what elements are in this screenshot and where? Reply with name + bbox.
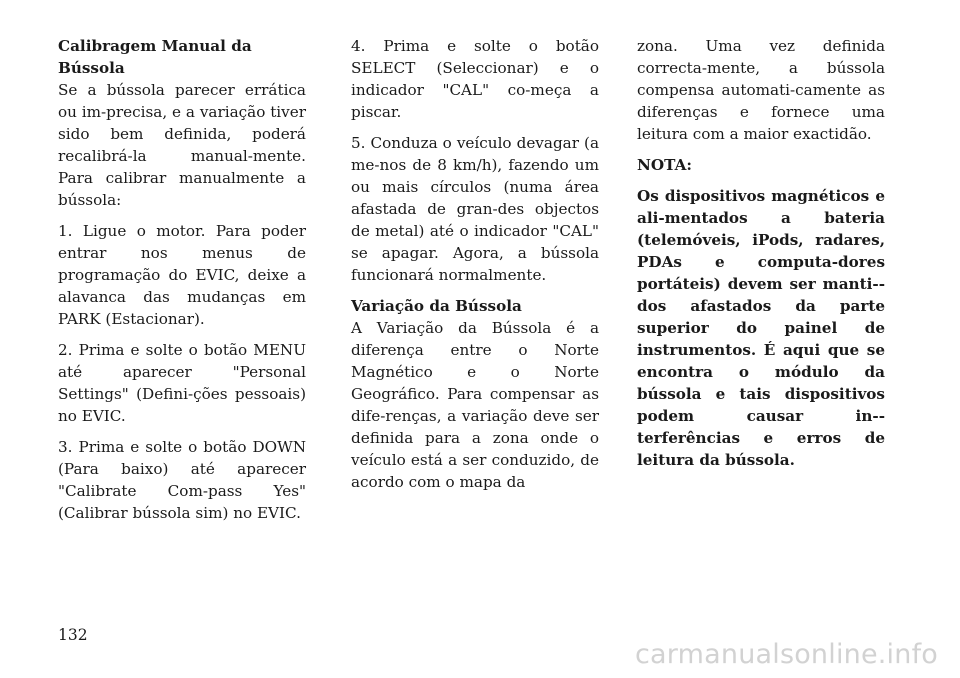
section-heading-compass-variation: Variação da Bússola [351,297,522,315]
column-middle [351,35,599,502]
note-text: Os dispositivos magnéticos e ali-mentados a bateria (telemóveis, iPods, radares, PDAs e computa-dores portáteis) devem ser manti-dos afastados da parte superior do painel de instrumentos. É aqui que se encontra o módulo da bússola e tais dispositivos podem causar in-terferências e erros de leitura da bússola. [637,187,885,469]
step-4: 4. Prima e solte o botão SELECT (Seleccionar) e o indicador "CAL" co-meça a piscar. [351,37,599,121]
step-5: 5. Conduza o veículo devagar (a me-nos de 8 km/h), fazendo um ou mais círculos (numa área afastada de gran-des objectos de metal) até o indicador "CAL" se apagar. Agora, a bússola funcionará normalmente. [351,134,599,284]
step-1: 1. Ligue o motor. Para poder entrar nos menus de programação do EVIC, deixe a alavanca das mudanças em PARK (Estacionar). [58,222,306,328]
paragraph-intro: Se a bússola parecer errática ou im-precisa, e a variação tiver sido bem definida, poderá recalibrá-la manual-mente. Para calibrar manualmente a bússola: [58,81,306,209]
step-2: 2. Prima e solte o botão MENU até aparecer "Personal Settings" (Defini-ções pessoais) no EVIC. [58,341,306,425]
watermark: carmanualsonline.info [635,639,938,670]
step-3: 3. Prima e solte o botão DOWN (Para baixo) até aparecer "Calibrate Com-pass Yes" (Calibrar bússola sim) no EVIC. [58,438,306,522]
section-heading-manual-calibration: Calibragem Manual da Bússola [58,37,252,77]
note-label: NOTA: [637,156,692,174]
column-right [637,35,885,480]
column-left [58,35,306,533]
page-number: 132 [58,626,88,644]
paragraph-continuation: zona. Uma vez definida correcta-mente, a bússola compensa automati-camente as diferenças e fornece uma leitura com a maior exactidão. [637,37,885,143]
paragraph-variation: A Variação da Bússola é a diferença entre o Norte Magnético e o Norte Geográfico. Para compensar as dife-renças, a variação deve ser definida para a zona onde o veículo está a ser conduzido, de acordo com o mapa da [351,319,599,491]
